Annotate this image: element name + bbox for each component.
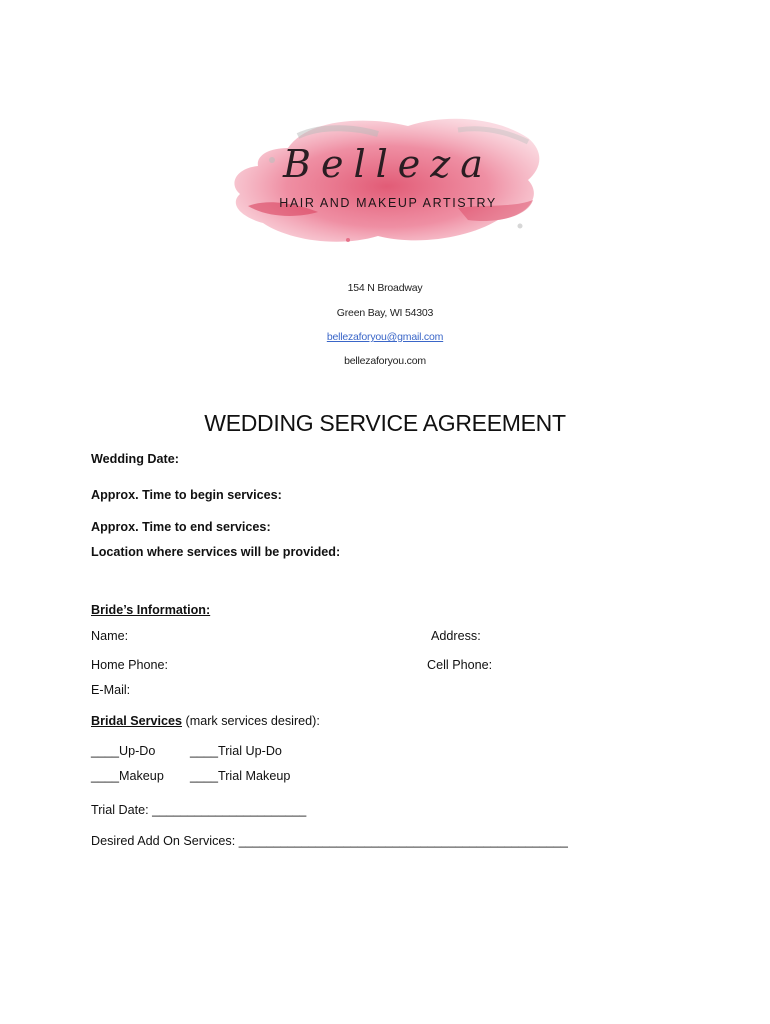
belleza-logo xyxy=(228,108,548,250)
option-makeup[interactable]: ____Makeup xyxy=(91,769,164,783)
email-link[interactable]: bellezaforyou@gmail.com xyxy=(326,331,444,343)
begin-time-label: Approx. Time to begin services: xyxy=(91,488,282,502)
add-on-services-field[interactable]: Desired Add On Services: _______________________________________________ xyxy=(91,834,568,848)
cell-phone-label: Cell Phone: xyxy=(427,658,493,672)
home-phone-label: Home Phone: xyxy=(91,658,169,672)
website-text: bellezaforyou.com xyxy=(344,355,426,367)
end-time-label: Approx. Time to end services: xyxy=(91,520,271,534)
logo-script-text: Belleza xyxy=(283,142,493,186)
email-label: E-Mail: xyxy=(91,683,131,697)
city-state-zip: Green Bay, WI 54303 xyxy=(336,307,434,319)
address-label: Address: xyxy=(431,629,481,643)
bride-info-heading: Bride’s Information: xyxy=(91,603,211,617)
bridal-services-line xyxy=(91,714,320,728)
option-trial-makeup[interactable]: ____Trial Makeup xyxy=(190,769,291,783)
page-title: WEDDING SERVICE AGREEMENT xyxy=(204,410,566,436)
option-trial-updo[interactable]: ____Trial Up-Do xyxy=(190,744,282,758)
wedding-date-label: Wedding Date: xyxy=(91,452,179,466)
street-address: 154 N Broadway xyxy=(347,282,423,294)
name-label: Name: xyxy=(91,629,129,643)
bridal-services-heading: Bridal Services xyxy=(91,714,183,728)
option-updo[interactable]: ____Up-Do xyxy=(91,744,156,758)
location-label: Location where services will be provided: xyxy=(91,545,341,559)
trial-date-field[interactable]: Trial Date: ______________________ xyxy=(91,803,307,817)
logo-subtitle: HAIR AND MAKEUP ARTISTRY xyxy=(279,196,497,210)
bridal-services-note: (mark services desired): xyxy=(182,714,320,728)
